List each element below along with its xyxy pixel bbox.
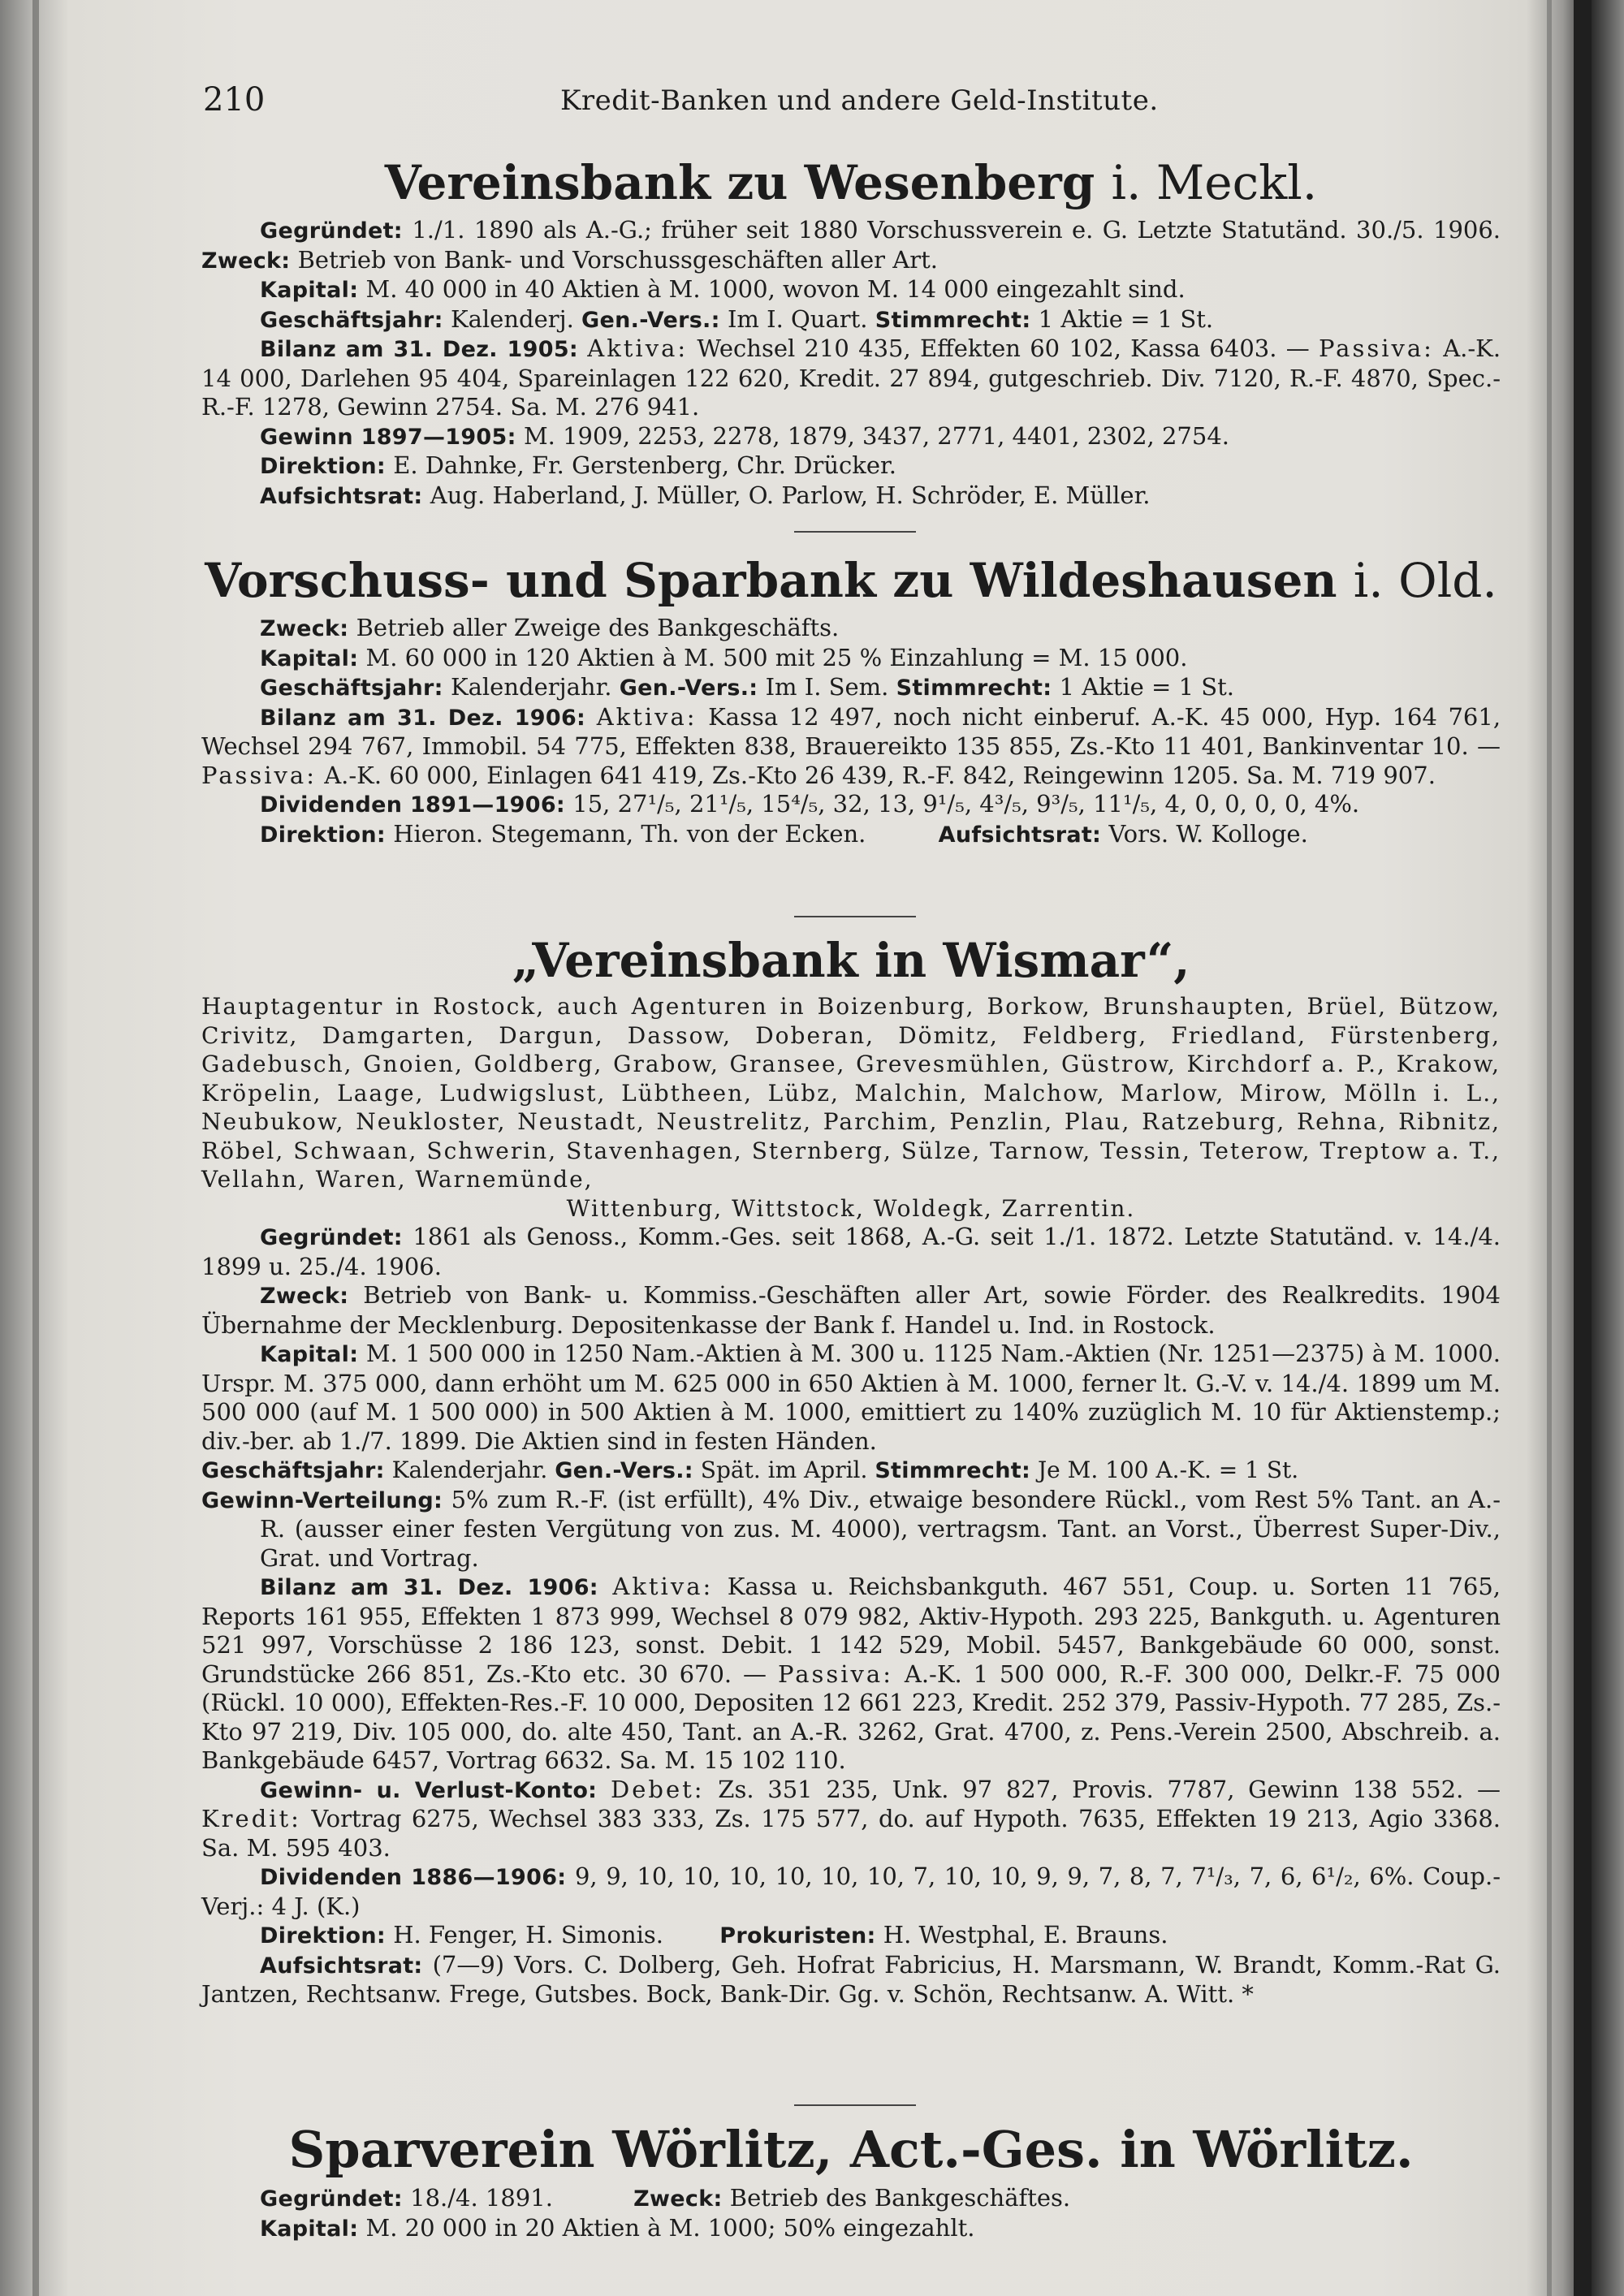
gewinn-verteilung-entry — [201, 1486, 1501, 1573]
gv-label: Gen.-Vers.: — [581, 307, 720, 333]
zweck-label: Zweck: — [260, 1284, 349, 1309]
section-divider — [794, 916, 916, 917]
gewinn-verteilung-label: Gewinn-Verteilung: — [201, 1487, 443, 1513]
gv-label: Gen.-Vers.: — [619, 675, 758, 701]
gj-label: Geschäftsjahr: — [260, 675, 443, 701]
bilanz-label: Bilanz am 31. Dez. 1906: — [260, 1575, 598, 1600]
stimmrecht-label: Stimmrecht: — [875, 307, 1031, 333]
bilanz-label: Bilanz am 31. Dez. 1906: — [260, 705, 586, 731]
passiva-word: Passiva: — [1318, 334, 1434, 362]
aufsichtsrat-text: Aug. Haberland, J. Müller, O. Parlow, H. Schröder, E. Müller. — [430, 481, 1151, 509]
gj-label: Geschäftsjahr: — [201, 1458, 385, 1483]
prokuristen-text: H. Westphal, E. Brauns. — [883, 1921, 1168, 1949]
bilanz-passiva-text: A.-K. 60 000, Einlagen 641 419, Zs.-Kto 26 439, R.-F. 842, Reingewinn 1205. Sa. M. 719 907. — [324, 761, 1436, 789]
stimmrecht-label: Stimmrecht: — [896, 675, 1052, 701]
page-header — [203, 81, 1518, 122]
gv-text: Spät. im April. — [700, 1457, 868, 1483]
zweck-text: Betrieb aller Zweige des Bankgeschäfts. — [356, 614, 840, 641]
section-vereinsbank-wesenberg — [201, 154, 1501, 511]
section-sparbank-wildeshausen — [201, 552, 1501, 849]
aufsichtsrat-label: Aufsichtsrat: — [938, 822, 1102, 848]
section-title — [201, 552, 1501, 609]
zweck-entry — [201, 1281, 1501, 1340]
guv-kredit-text: Vortrag 6275, Wechsel 383 333, Zs. 175 577, do. auf Hypoth. 7635, Effekten 19 213, Agio 3368. Sa. M. 595 403. — [201, 1805, 1501, 1862]
direktion-text: Hieron. Stegemann, Th. von der Ecken. — [393, 819, 866, 848]
bilanz-aktiva-text: Wechsel 210 435, Effekten 60 102, Kassa 6403. — — [697, 334, 1310, 362]
direktion-label: Direktion: — [260, 822, 386, 848]
aufsichtsrat-label: Aufsichtsrat: — [260, 1953, 423, 1979]
bilanz-label: Bilanz am 31. Dez. 1905: — [260, 337, 578, 362]
gegruendet-label: Gegründet: — [260, 218, 403, 244]
gegruendet-entry — [201, 216, 1501, 275]
kapital-text: M. 1 500 000 in 1250 Nam.-Aktien à M. 300 u. 1125 Nam.-Aktien (Nr. 1251—2375) à M. 1000. Urspr. M. 375 000, dann erhöht um M. 625 000 in 650 Aktien à M. 1000, ferner lt. G.-V. v. 14./4. 1899 um M. 500 000 (auf M. 1 500 000) in 500 Aktien à M. 1000, emittiert zu 140% zuzüglich M. 10 für Aktienstemp.; div.-ber. ab 1./7. 1899. Die Aktien sind in festen Händen. — [201, 1340, 1501, 1455]
gegruendet-text: 18./4. 1891. — [410, 2184, 553, 2212]
section-title — [201, 154, 1501, 211]
stimmrecht-text: Je M. 100 A.-K. = 1 St. — [1037, 1457, 1299, 1483]
stimmrecht-text: 1 Aktie = 1 St. — [1038, 304, 1214, 333]
bilanz-entry — [201, 334, 1501, 422]
dividenden-label: Dividenden 1886—1906: — [260, 1865, 567, 1890]
title-text: Sparverein Wörlitz, Act.-Ges. in Wörlitz. — [288, 2120, 1414, 2179]
dividenden-text: 9, 9, 10, 10, 10, 10, 10, 10, 7, 10, 10, 9, 9, 7, 8, 7, 7¹/₃, 7, 6, 6¹/₂, 6%. Coup.-Verj.: 4 J. (K.) — [201, 1862, 1501, 1920]
gegruendet-label: Gegründet: — [260, 2186, 403, 2212]
debet-word: Debet: — [611, 1775, 705, 1803]
title-suffix: i. Old. — [1353, 553, 1497, 608]
gewinn-text: M. 1909, 2253, 2278, 1879, 3437, 2771, 4401, 2302, 2754. — [523, 421, 1230, 450]
section-title — [201, 2119, 1501, 2181]
geschaeftsjahr-entry — [201, 305, 1501, 335]
bilanz-passiva-text: A.-K. 14 000, Darlehen 95 404, Spareinlagen 122 620, Kredit. 27 894, gutgeschrieb. Div. 7120, R.-F. 4870, Spec.-R.-F. 1278, Gewinn 2754. Sa. M. 276 941. — [201, 334, 1501, 421]
direktion-text: E. Dahnke, Fr. Gerstenberg, Chr. Drücker. — [393, 451, 896, 479]
section-vereinsbank-wismar — [201, 932, 1501, 2009]
section-divider — [794, 2104, 916, 2106]
bilanz-aktiva-text: Kassa u. Reichsbankguth. 467 551, Coup. u. Sorten 11 765, Reports 161 955, Effekten 1 873 999, Wechsel 8 079 982, Aktiv-Hypoth. 293 225, Bankguth. u. Agenturen 521 997, Vorschüsse 2 186 123, sonst. Debit. 1 142 529, Mobil. 5457, Bankgebäude 60 000, sonst. Grundstücke 266 851, Zs.-Kto etc. 30 670. — — [201, 1573, 1501, 1688]
passiva-word: Passiva: — [201, 761, 317, 789]
zweck-text: Betrieb des Bankgeschäftes. — [729, 2184, 1071, 2212]
geschaeftsjahr-entry — [201, 1456, 1501, 1486]
gj-label: Geschäftsjahr: — [260, 307, 443, 333]
direktion-label: Direktion: — [260, 1923, 386, 1949]
direktion-label: Direktion: — [260, 454, 386, 479]
guv-debet-text: Zs. 351 235, Unk. 97 827, Provis. 7787, Gewinn 138 552. — — [718, 1775, 1501, 1803]
zweck-entry — [201, 614, 1501, 644]
kapital-entry — [201, 1340, 1501, 1456]
kredit-word: Kredit: — [201, 1805, 301, 1832]
title-suffix: i. Meckl. — [1111, 155, 1318, 210]
dividenden-entry — [201, 790, 1501, 820]
dividenden-label: Dividenden 1891—1906: — [260, 792, 566, 818]
gegruendet-entry — [201, 2184, 1501, 2214]
section-sparverein-woerlitz — [201, 2119, 1501, 2243]
aufsichtsrat-text: (7—9) Vors. C. Dolberg, Geh. Hofrat Fabricius, H. Marsmann, W. Brandt, Komm.-Rat G. Jantzen, Rechtsanw. Frege, Gutsbes. Bock, Bank-Dir. Gg. v. Schön, Rechtsanw. A. Witt. * — [201, 1950, 1501, 2008]
gewinn-entry — [201, 422, 1501, 452]
kapital-text: M. 20 000 in 20 Aktien à M. 1000; 50% eingezahlt. — [365, 2213, 975, 2242]
geschaeftsjahr-entry — [201, 673, 1501, 703]
bilanz-entry — [201, 703, 1501, 791]
gv-text: Im I. Sem. — [765, 673, 889, 701]
stimmrecht-text: 1 Aktie = 1 St. — [1059, 673, 1234, 701]
guv-label: Gewinn- u. Verlust-Konto: — [260, 1777, 598, 1803]
title-text: Vorschuss- und Sparbank zu Wildeshausen — [205, 553, 1337, 608]
direktion-text: H. Fenger, H. Simonis. — [393, 1921, 664, 1949]
dividenden-entry — [201, 1862, 1501, 1921]
book-gutter-left — [32, 0, 39, 2296]
zweck-text: Betrieb von Bank- u. Kommiss.-Geschäften aller Art, sowie Förder. des Realkredits. 1904 Übernahme der Mecklenburg. Depositenkasse der Bank f. Handel u. Ind. in Rostock. — [201, 1281, 1501, 1339]
section-title — [201, 932, 1501, 989]
bilanz-passiva-text: A.-K. 1 500 000, R.-F. 300 000, Delkr.-F. 75 000 (Rückl. 10 000), Effekten-Res.-F. 10 000, Depositen 12 661 223, Kredit. 252 379, Passiv-Hypoth. 77 285, Zs.-Kto 97 219, Div. 105 000, do. alte 450, Tant. an A.-R. 3262, Grat. 4700, z. Pens.-Verein 2500, Abschreib. a. Bankgebäude 6457, Vortrag 6632. Sa. M. 15 102 110. — [201, 1659, 1501, 1774]
aktiva-word: Aktiva: — [587, 334, 689, 362]
gegruendet-label: Gegründet: — [260, 1225, 403, 1250]
aktiva-word: Aktiva: — [596, 702, 698, 731]
book-spine-right — [1574, 0, 1592, 2296]
gj-text: Kalenderj. — [450, 304, 574, 333]
gv-label: Gen.-Vers.: — [555, 1458, 693, 1483]
gv-text: Im I. Quart. — [727, 304, 868, 333]
title-text: „Vereinsbank in Wismar“, — [512, 933, 1190, 988]
running-title: Kredit-Banken und andere Geld-Institute. — [560, 84, 1159, 117]
kapital-entry — [201, 2214, 1501, 2244]
stimmrecht-label: Stimmrecht: — [875, 1458, 1031, 1483]
gj-text: Kalenderjahr. — [391, 1457, 548, 1483]
gewinn-verteilung-text: 5% zum R.-F. (ist erfüllt), 4% Div., etwaige besondere Rückl., vom Rest 5% Tant. an A.-R. (ausser einer festen Vergütung von zus. M. 4000), vertragsm. Tant. an Vorst., Überrest Super-Div., Grat. und Vortrag. — [260, 1485, 1501, 1572]
kapital-entry — [201, 644, 1501, 674]
agencies-list: Hauptagentur in Rostock, auch Agenturen in Boizenburg, Borkow, Brunshaupten, Brüel, Bützow, Crivitz, Damgarten, Dargun, Dassow, Doberan, Dömitz, Feldberg, Friedland, Fürstenberg, Gadebusch, Gnoien, Goldberg, Grabow, Gransee, Grevesmühlen, Güstrow, Kirchdorf a. P., Krakow, Kröpelin, Laage, Ludwigslust, Lübtheen, Lübz, Malchin, Malchow, Marlow, Mirow, Mölln i. L., Neubukow, Neukloster, Neustadt, Neustrelitz, Parchim, Penzlin, Plau, Ratzeburg, Rehna, Ribnitz, Röbel, Schwaan, Schwerin, Stavenhagen, Sternberg, Sülze, Tarnow, Tessin, Teterow, Treptow a. T., Vellahn, Waren, Warnemünde, — [201, 993, 1501, 1193]
zweck-label: Zweck: — [201, 248, 291, 274]
gewinn-label: Gewinn 1897—1905: — [260, 424, 516, 450]
aktiva-word: Aktiva: — [612, 1573, 714, 1600]
section-divider — [794, 531, 916, 533]
bilanz-aktiva-text: Kassa 12 497, noch nicht einberuf. A.-K. 45 000, Hyp. 164 761, Wechsel 294 767, Immobil. 54 775, Effekten 838, Brauereikto 135 855, Zs.-Kto 11 401, Bankinventar 10. — — [201, 702, 1501, 760]
aufsichtsrat-entry — [201, 1951, 1501, 2009]
gegruendet-entry — [201, 1223, 1501, 1281]
kapital-text: M. 60 000 in 120 Aktien à M. 500 mit 25 % Einzahlung = M. 15 000. — [365, 643, 1188, 671]
gegruendet-text: 1861 als Genoss., Komm.-Ges. seit 1868, A.-G. seit 1./1. 1872. Letzte Statutänd. v. 14./4. 1899 u. 25./4. 1906. — [201, 1223, 1501, 1280]
direktion-entry — [201, 1921, 1501, 1951]
title-text: Vereinsbank zu Wesenberg — [384, 155, 1095, 210]
passiva-word: Passiva: — [777, 1659, 893, 1688]
kapital-label: Kapital: — [260, 1342, 359, 1367]
page-number: 210 — [203, 81, 266, 119]
prokuristen-label: Prokuristen: — [719, 1923, 876, 1949]
dividenden-text: 15, 27¹/₅, 21¹/₅, 15⁴/₅, 32, 13, 9¹/₅, 4³/₅, 9³/₅, 11¹/₅, 4, 0, 0, 0, 0, 4%. — [572, 790, 1360, 818]
direktion-entry — [201, 451, 1501, 481]
kapital-label: Kapital: — [260, 645, 359, 671]
aufsichtsrat-text: Vors. W. Kolloge. — [1108, 819, 1308, 848]
kapital-entry — [201, 275, 1501, 305]
zweck-text: Betrieb von Bank- und Vorschussgeschäften aller Art. — [297, 245, 938, 274]
zweck-label: Zweck: — [260, 616, 349, 641]
page-edge-shadow — [1547, 0, 1552, 2296]
gegruendet-text: 1./1. 1890 als A.-G.; früher seit 1880 Vorschussverein e. G. Letzte Statutänd. 30./5. 1906. — [412, 216, 1501, 244]
gj-text: Kalenderjahr. — [450, 673, 612, 701]
bilanz-entry — [201, 1573, 1501, 1776]
aufsichtsrat-label: Aufsichtsrat: — [260, 483, 423, 509]
guv-entry — [201, 1776, 1501, 1863]
kapital-label: Kapital: — [260, 278, 359, 303]
kapital-label: Kapital: — [260, 2216, 359, 2242]
aufsichtsrat-entry — [201, 481, 1501, 511]
kapital-text: M. 40 000 in 40 Aktien à M. 1000, wovon M. 14 000 eingezahlt sind. — [365, 275, 1186, 303]
agencies-list-last: Wittenburg, Wittstock, Woldegk, Zarrentin. — [566, 1194, 1136, 1222]
zweck-label: Zweck: — [633, 2186, 723, 2212]
direktion-entry — [201, 820, 1501, 850]
